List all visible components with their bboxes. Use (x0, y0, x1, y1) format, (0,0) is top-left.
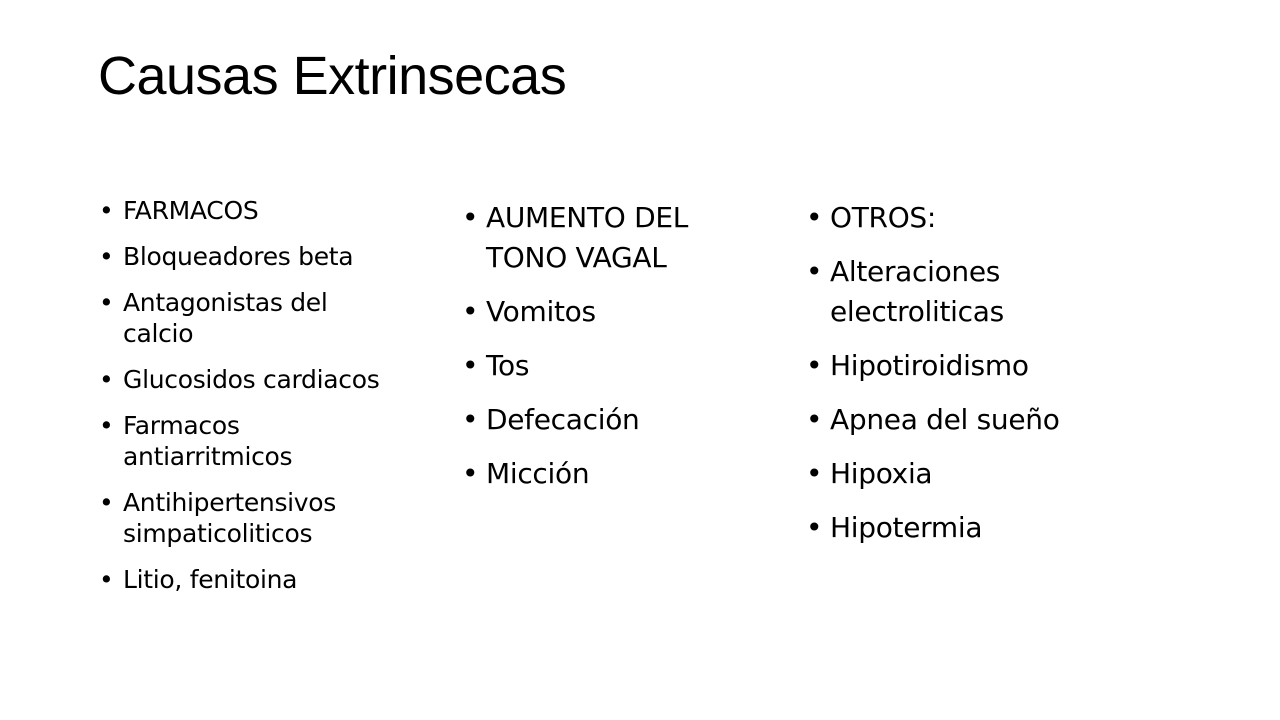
list-item-text: Hipotiroidismo (830, 349, 1029, 382)
list-item (806, 252, 1106, 332)
bullet-icon: • (806, 201, 823, 234)
list-item-text: Antihipertensivos simpaticoliticos (123, 488, 337, 548)
list-item-text: Antagonistas del calcio (123, 288, 328, 348)
list-item (99, 287, 399, 349)
bullet-icon: • (806, 255, 823, 288)
bullet-icon: • (99, 196, 114, 225)
bullet-icon: • (99, 288, 114, 317)
list-item (462, 454, 752, 494)
bullet-icon: • (462, 457, 479, 490)
bullet-icon: • (99, 565, 114, 594)
bullet-icon: • (462, 201, 479, 234)
list-item (99, 564, 399, 595)
list-item-text: Hipoxia (830, 457, 933, 490)
list-item-text: Defecación (486, 403, 640, 436)
list-item (806, 508, 1106, 548)
bullet-icon: • (99, 365, 114, 394)
list-item-text: Alteraciones electroliticas (830, 255, 1004, 328)
list-item-text: Farmacos antiarritmicos (123, 411, 293, 471)
list-item (99, 487, 399, 549)
bullet-icon: • (462, 403, 479, 436)
list-item-text: Tos (486, 349, 530, 382)
column-tono-vagal (462, 198, 752, 508)
list-item-text: Apnea del sueño (830, 403, 1060, 436)
list-item (99, 410, 399, 472)
bullet-icon: • (806, 403, 823, 436)
list-item-text: AUMENTO DEL TONO VAGAL (486, 201, 689, 274)
column-farmacos (99, 195, 399, 610)
bullet-icon: • (99, 411, 114, 440)
list-item-text: Vomitos (486, 295, 596, 328)
list-item (99, 364, 399, 395)
bullet-icon: • (462, 349, 479, 382)
slide-title: Causas Extrinsecas (98, 46, 567, 106)
list-item-text: Glucosidos cardiacos (123, 365, 380, 394)
list-item (462, 400, 752, 440)
column-otros (806, 198, 1106, 562)
list-item (806, 198, 1106, 238)
list-item-text: Micción (486, 457, 590, 490)
list-item-text: Hipotermia (830, 511, 983, 544)
bullet-icon: • (99, 488, 114, 517)
list-item (99, 241, 399, 272)
bullet-icon: • (99, 242, 114, 271)
list-item (462, 346, 752, 386)
list-item (99, 195, 399, 226)
bullet-icon: • (806, 349, 823, 382)
bullet-icon: • (806, 457, 823, 490)
list-item-text: Bloqueadores beta (123, 242, 354, 271)
list-item (806, 400, 1106, 440)
list-item (462, 198, 752, 278)
bullet-icon: • (462, 295, 479, 328)
list-item-text: FARMACOS (123, 196, 259, 225)
bullet-icon: • (806, 511, 823, 544)
list-item-text: OTROS: (830, 201, 937, 234)
list-item (806, 346, 1106, 386)
list-item (462, 292, 752, 332)
list-item (806, 454, 1106, 494)
list-item-text: Litio, fenitoina (123, 565, 298, 594)
